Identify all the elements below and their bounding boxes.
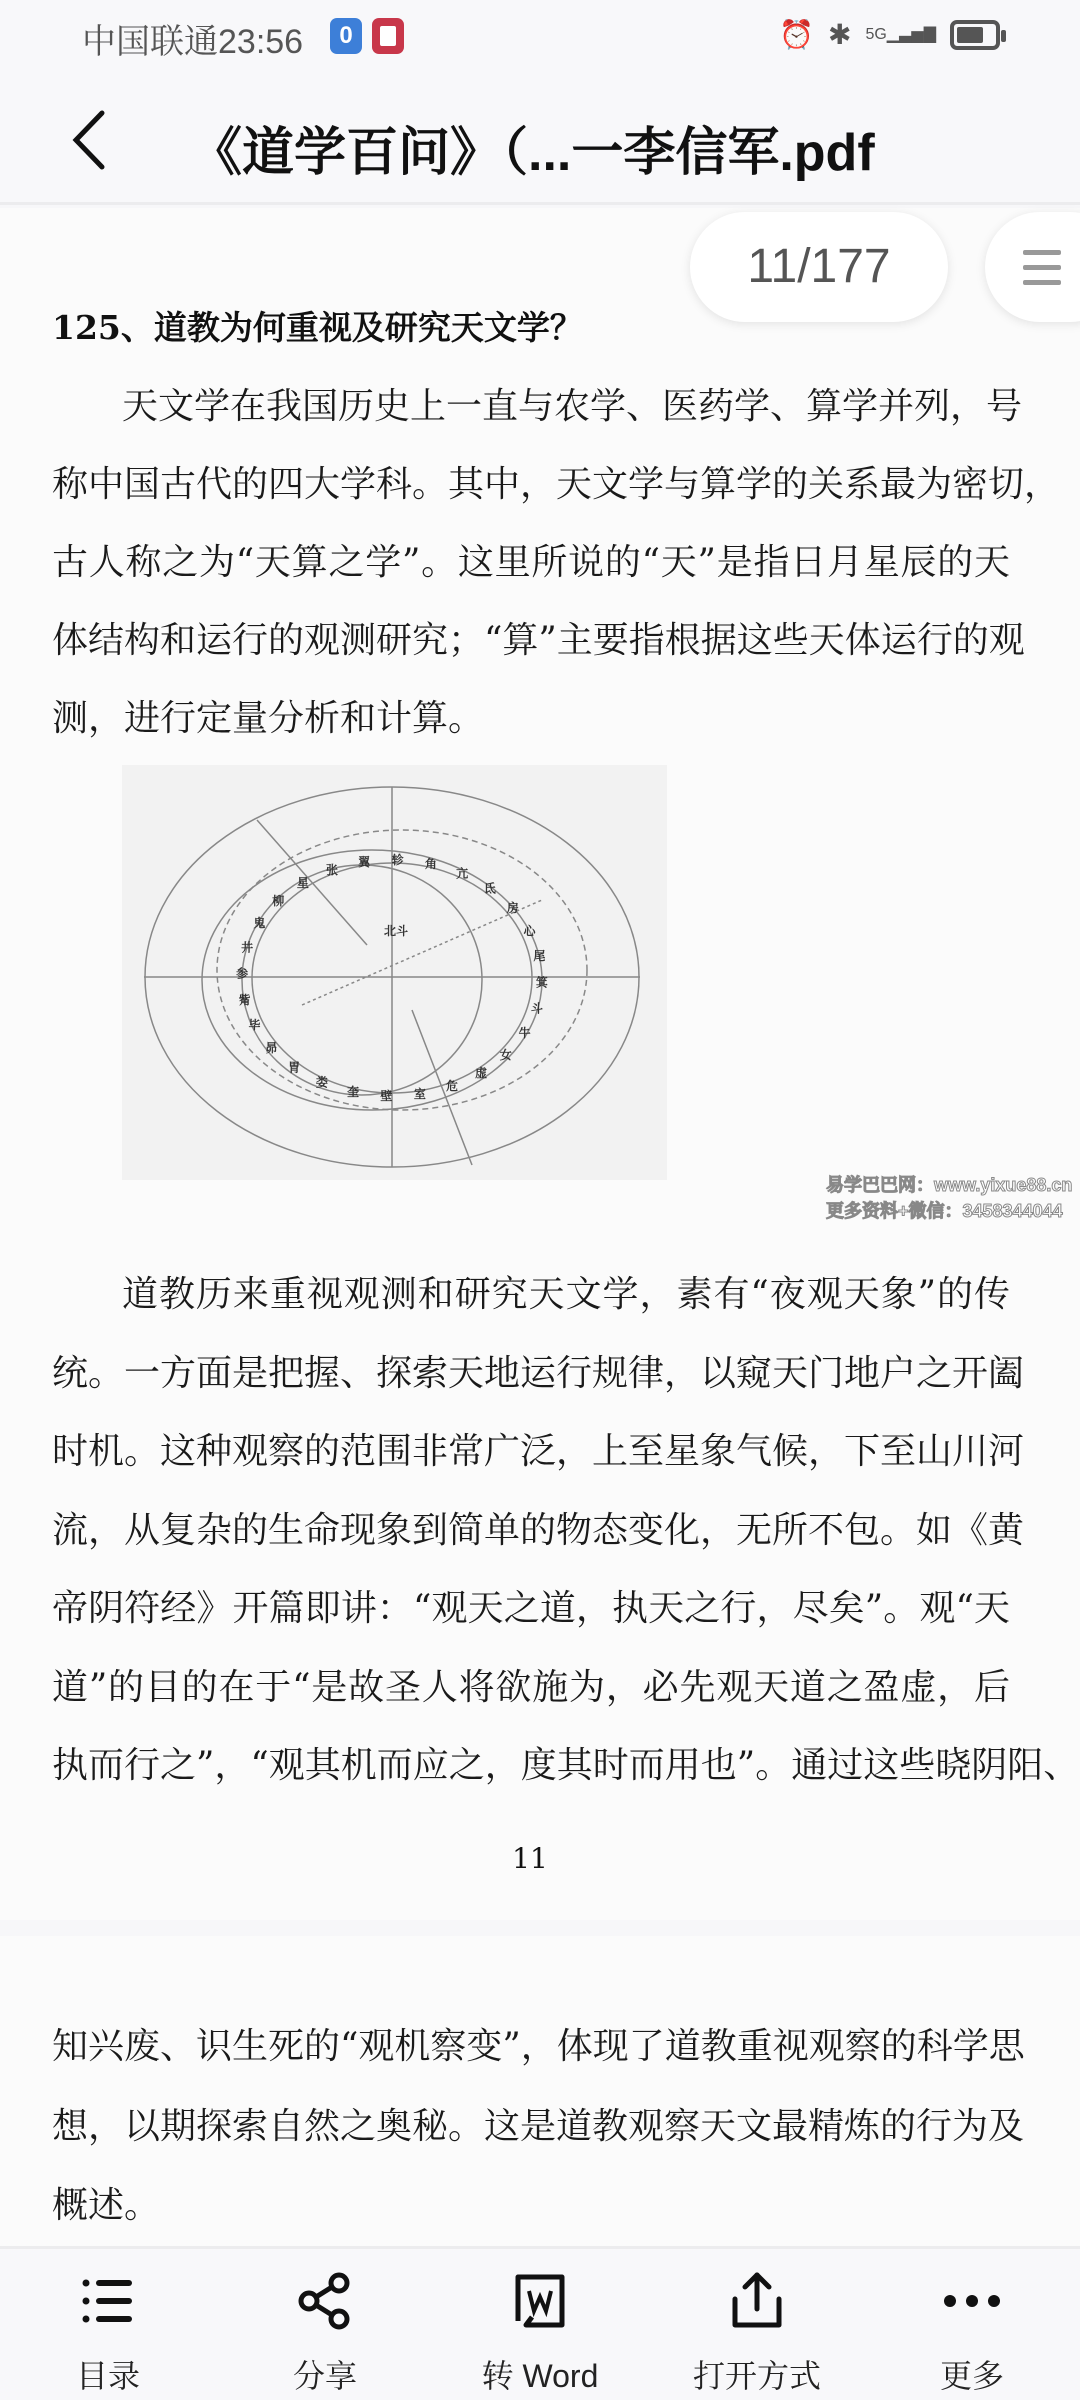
clock: 23:56 <box>218 23 304 61</box>
text-line: 测，进行定量分析和计算。 <box>52 698 485 739</box>
figure-label: 氐 <box>483 881 496 896</box>
text-line: 流，从复杂的生命现象到简单的物态变化，无所不包。如《黄 <box>52 1509 1025 1551</box>
list-icon <box>78 2271 138 2331</box>
watermark-line: 更多资料+微信：3458344044 <box>826 1201 1063 1221</box>
more-label: 更多 <box>939 2358 1004 2394</box>
carrier-time <box>82 14 303 63</box>
book-app-notification-icon <box>372 18 404 54</box>
text-line: 知兴废、识生死的“观机察变”，体现了道教重视观察的科学思 <box>52 2026 1025 2067</box>
figure-label: 昴 <box>265 1041 278 1056</box>
figure-label: 虚 <box>475 1065 488 1080</box>
figure-label: 井 <box>241 940 254 955</box>
menu-icon <box>1023 250 1061 255</box>
text-line: 古人称之为“天算之学”。这里所说的“天”是指日月星辰的天 <box>52 542 1010 583</box>
alarm-icon: ⏰ <box>779 19 814 50</box>
figure-label: 星 <box>296 876 309 891</box>
figure-label: 鬼 <box>253 915 266 930</box>
system-icons <box>779 18 1000 51</box>
text-line: 执而行之”，“观其机而应之，度其时而用也”。通过这些晓阴阳、 <box>52 1745 1080 1786</box>
carrier: 中国联通 <box>82 23 218 61</box>
menu-icon-bar <box>1023 280 1061 285</box>
signal-icon: 5G▁▃▅▇ <box>865 25 936 43</box>
text-line: 时机。这种观察的范围非常广泛，上至星象气候，下至山川河 <box>52 1431 1025 1472</box>
convert-word-button[interactable] <box>465 2271 615 2397</box>
battery-icon <box>950 20 1000 50</box>
document-title: 《道学百问》（...一李信军.pdf <box>190 124 875 182</box>
word-icon <box>510 2271 570 2331</box>
figure-label: 角 <box>424 857 437 872</box>
figure-label: 室 <box>413 1086 426 1101</box>
text-line: 道教历来重视观测和研究天文学，素有“夜观天象”的传 <box>122 1274 1010 1315</box>
watermark <box>826 1172 1072 1224</box>
title-bar <box>0 70 1080 205</box>
text-line: 称中国古代的四大学科。其中，天文学与算学的关系最为密切， <box>52 464 1061 505</box>
open-with-label: 打开方式 <box>692 2358 821 2394</box>
status-bar <box>0 0 1080 70</box>
text-line: 想，以期探索自然之奥秘。这是道教观察天文最精炼的行为及 <box>52 2105 1025 2147</box>
page-indicator[interactable]: 11/177 <box>690 212 948 322</box>
toc-label: 目录 <box>75 2358 140 2394</box>
figure-label: 危 <box>445 1079 458 1094</box>
watermark-line: 易学巴巴网：www.yixue88.cn <box>826 1175 1073 1195</box>
figure-label: 心 <box>523 923 536 938</box>
figure-label: 亢 <box>456 866 469 881</box>
text-line: 体结构和运行的观测研究；“算”主要指根据这些天体运行的观 <box>52 620 1025 661</box>
star-chart-figure <box>122 765 667 1180</box>
figure-label: 尾 <box>533 949 546 964</box>
more-button[interactable] <box>897 2271 1047 2397</box>
menu-icon-bar <box>1023 265 1061 270</box>
bottom-toolbar <box>0 2246 1080 2400</box>
toc-button[interactable] <box>33 2271 183 2397</box>
figure-label: 轸 <box>391 853 404 868</box>
text-line: 概述。 <box>52 2185 161 2226</box>
figure-label: 牛 <box>518 1026 531 1041</box>
app-notification-icon: 0 <box>330 18 362 54</box>
figure-label: 翼 <box>358 855 371 870</box>
text-line: 道”的目的在于“是故圣人将欲施为，必先观天道之盈虚，后 <box>52 1666 1010 1708</box>
open-with-icon <box>727 2271 787 2331</box>
figure-label: 箕 <box>535 975 548 990</box>
figure-label: 张 <box>326 862 339 877</box>
figure-label: 女 <box>499 1047 512 1062</box>
figure-label: 参 <box>236 966 249 981</box>
convert-word-label: 转 Word <box>481 2358 599 2394</box>
figure-label: 房 <box>506 900 519 915</box>
text-line: 天文学在我国历史上一直与农学、医药学、算学并列，号 <box>122 386 1023 427</box>
figure-label: 柳 <box>272 894 285 909</box>
figure-label: 奎 <box>347 1084 360 1099</box>
back-arrow-icon[interactable] <box>62 105 122 175</box>
share-icon <box>295 2271 355 2331</box>
share-button[interactable] <box>250 2271 400 2397</box>
figure-label: 胃 <box>288 1060 301 1075</box>
figure-label: 斗 <box>530 1001 543 1016</box>
text-line: 帝阴符经》开篇即讲：“观天之道，执天之行，尽矣”。观“天 <box>52 1588 1010 1629</box>
figure-label: 娄 <box>315 1075 328 1090</box>
text-line: 统。一方面是把握、探索天地运行规律，以窥天门地户之开阖 <box>52 1352 1025 1394</box>
network-type: 5G <box>865 25 887 43</box>
more-icon <box>942 2271 1002 2331</box>
star-chart <box>122 765 667 1180</box>
figure-label: 觜 <box>238 992 251 1007</box>
section-heading: 125、道教为何重视及研究天文学？ <box>52 308 583 347</box>
share-label: 分享 <box>292 2358 357 2394</box>
figure-label: 北斗 <box>384 924 409 938</box>
figure-label: 壁 <box>380 1088 393 1103</box>
figure-label: 毕 <box>248 1018 261 1033</box>
page-number: 11 <box>512 1842 548 1875</box>
bluetooth-icon: ✱ <box>827 19 852 50</box>
open-with-button[interactable] <box>682 2271 832 2397</box>
